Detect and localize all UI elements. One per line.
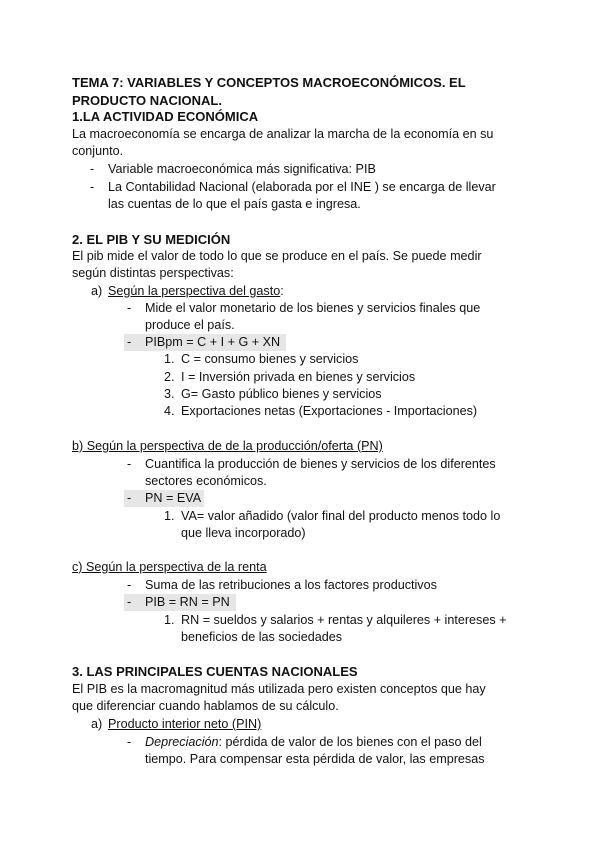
subsection-c-bullet-1: Suma de las retribuciones a los factores productivos: [145, 578, 437, 592]
bullet-dash: -: [90, 180, 95, 194]
section-2-paragraph-line-1: El pib mide el valor de todo lo que se produce en el país. Se puede medir: [72, 249, 482, 263]
bullet-dash: -: [127, 578, 132, 592]
document-title-line-2: PRODUCTO NACIONAL.: [72, 93, 222, 108]
subsection-a-title: [108, 283, 284, 300]
bullet-dash: -: [127, 735, 132, 749]
subsection-c-item-line-2: beneficios de las sociedades: [181, 630, 343, 644]
subsection-3a-title: Producto interior neto (PIN): [108, 717, 262, 731]
subsection-b-title: b) Según la perspectiva de de la producción/oferta (PN): [72, 439, 383, 453]
section-1-bullet-2-line-2: las cuentas de lo que el país gasta e ingresa.: [108, 197, 361, 211]
section-3-paragraph-line-2: que diferenciar cuando hablamos de su cálculo.: [72, 699, 339, 713]
list-item-number: 3.: [164, 387, 175, 401]
subsection-c-title: c) Según la perspectiva de la renta: [72, 560, 267, 574]
document-title-line-1: TEMA 7: VARIABLES Y CONCEPTOS MACROECONÓMICOS. EL: [72, 75, 466, 90]
formula-pn: PN = EVA: [145, 491, 202, 505]
list-item-text: G= Gasto público bienes y servicios: [181, 387, 382, 401]
list-item-text: C = consumo bienes y servicios: [181, 352, 359, 366]
list-item-number: 4.: [164, 404, 175, 418]
bullet-dash: -: [127, 491, 132, 505]
formula-pib-rn-pn: PIB = RN = PN: [145, 595, 230, 609]
subsection-3a-bullet-1-line-2: tiempo. Para compensar esta pérdida de valor, las empresas: [145, 752, 485, 766]
subsection-a-colon: :: [280, 284, 284, 298]
section-1-paragraph-line-1: La macroeconomía se encarga de analizar la marcha de la economía en su: [72, 127, 494, 141]
list-item-number: 1.: [164, 613, 175, 627]
subsection-b-item-line-2: que lleva incorporado): [181, 526, 306, 540]
list-item-number: 1.: [164, 509, 175, 523]
section-2-paragraph-line-2: según distintas perspectivas:: [72, 266, 234, 280]
subsection-b-item-line-1: VA= valor añadido (valor final del producto menos todo lo: [181, 509, 501, 523]
bullet-dash: -: [127, 301, 132, 315]
term-definition: : pérdida de valor de los bienes con el paso del: [218, 735, 482, 749]
subsection-a-bullet-1-line-1: Mide el valor monetario de los bienes y servicios finales que: [145, 301, 481, 315]
list-item-text: Exportaciones netas (Exportaciones - Importaciones): [181, 404, 478, 418]
subsection-a-title-text: Según la perspectiva del gasto: [108, 284, 281, 298]
section-1-bullet-2-line-1: La Contabilidad Nacional (elaborada por el INE ) se encarga de llevar: [108, 180, 496, 194]
list-item-text: I = Inversión privada en bienes y servicios: [181, 370, 416, 384]
subsection-b-bullet-1-line-2: sectores económicos.: [145, 474, 267, 488]
bullet-dash: -: [127, 457, 132, 471]
bullet-dash: -: [127, 335, 132, 349]
section-2-heading: 2. EL PIB Y SU MEDICIÓN: [72, 232, 231, 247]
section-3-paragraph-line-1: El PIB es la macromagnitud más utilizada pero existen conceptos que hay: [72, 682, 486, 696]
list-item-number: 1.: [164, 352, 175, 366]
subsection-a-bullet-1-line-2: produce el país.: [145, 318, 235, 332]
list-item-number: 2.: [164, 370, 175, 384]
term-depreciacion: Depreciación: [145, 735, 219, 749]
section-1-paragraph-line-2: conjunto.: [72, 144, 124, 158]
subsection-3a-marker: a): [91, 717, 103, 731]
section-1-heading: 1.LA ACTIVIDAD ECONÓMICA: [72, 109, 259, 124]
bullet-dash: -: [127, 595, 132, 609]
subsection-b-bullet-1-line-1: Cuantifica la producción de bienes y servicios de los diferentes: [145, 457, 496, 471]
subsection-a-marker: a): [91, 284, 103, 298]
formula-pibpm: PIBpm = C + I + G + XN: [145, 335, 281, 349]
bullet-dash: -: [90, 162, 95, 176]
subsection-c-item-line-1: RN = sueldos y salarios + rentas y alquileres + intereses +: [181, 613, 507, 627]
subsection-3a-bullet-1-line-1: [145, 734, 482, 751]
section-1-bullet-1: Variable macroeconómica más significativa: PIB: [108, 162, 376, 176]
section-3-heading: 3. LAS PRINCIPALES CUENTAS NACIONALES: [72, 664, 358, 679]
